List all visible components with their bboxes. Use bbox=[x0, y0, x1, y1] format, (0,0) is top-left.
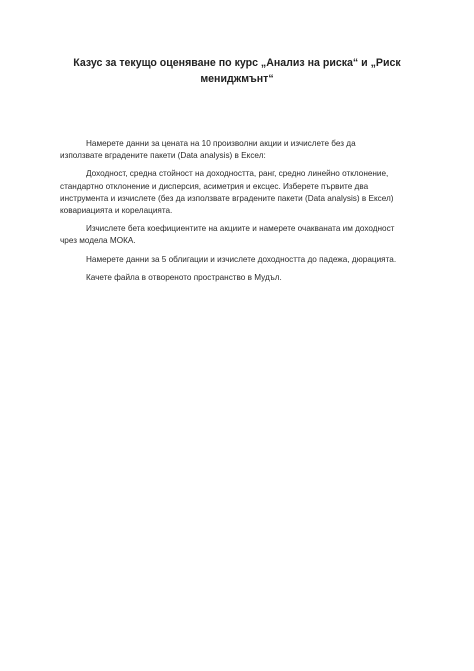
title-line-2: мениджмънт“ bbox=[200, 73, 274, 85]
paragraph-bonds: Намерете данни за 5 облигации и изчислете доходността до падежа, дюрацията. bbox=[86, 254, 397, 264]
paragraph-upload: Качете файла в отвореното пространство в Мудъл. bbox=[86, 272, 282, 282]
paragraph-statistics: Доходност, средна стойност на доходността, ранг, средно линейно отклонение, стандартно отклонение и дисперсия, асиметрия и ексцес. Изберете първите два инструмента и изчислете (без да използвате вградените пакети (Data analysis) в Ексел) ковариацията и корелацията. bbox=[60, 169, 394, 216]
paragraph-task-intro: Намерете данни за цената на 10 произволни акции и изчислете без да използвате вградените пакети (Data analysis) в Ексел: bbox=[60, 139, 356, 161]
document-title bbox=[60, 55, 414, 87]
paragraph-beta: Изчислете бета коефициентите на акциите и намерете очакваната им доходност чрез модела МОКА. bbox=[60, 224, 395, 246]
document-body bbox=[60, 138, 400, 290]
title-line-1: Казус за текущо оценяване по курс „Анализ на риска“ и „Риск bbox=[73, 57, 401, 69]
